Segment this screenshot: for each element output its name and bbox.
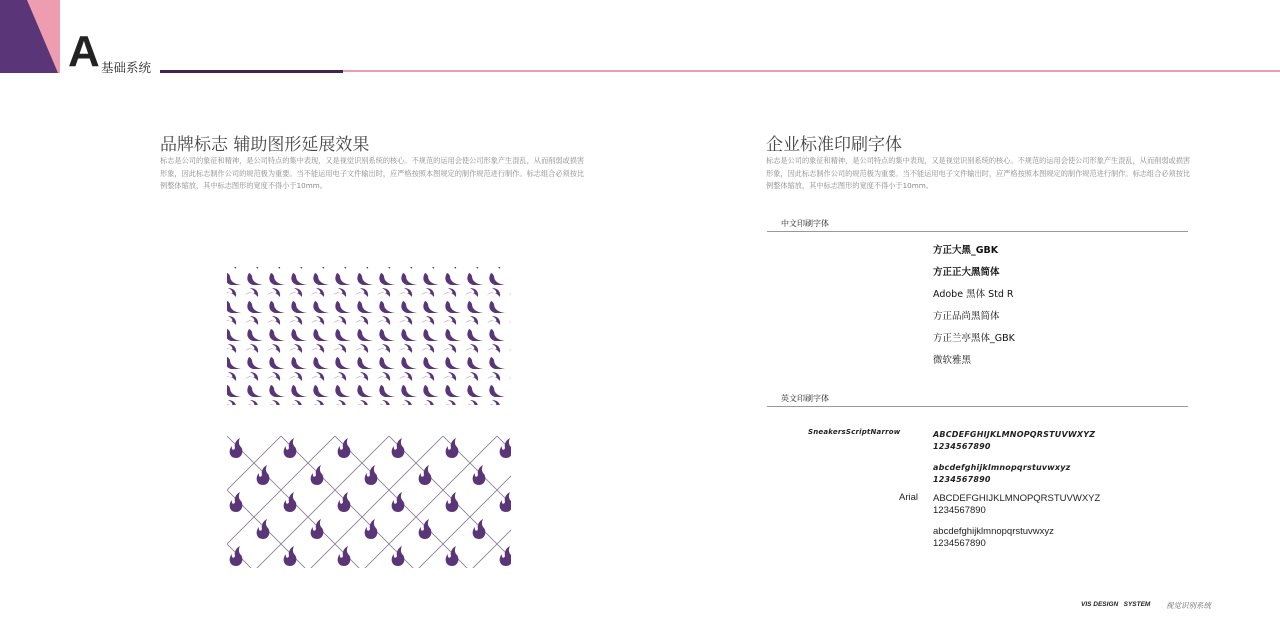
sample-digits: 1234567890 [933,442,991,451]
font-item: 方正兰亭黑体_GBK [933,333,1015,344]
font-sample [933,493,1100,550]
font-item: 方正大黑_GBK [933,245,999,256]
chinese-fonts-label: 中文印刷字体 [781,219,829,228]
divider [767,231,1188,232]
sample-digits: 1234567890 [933,505,986,516]
corner-decoration [0,0,62,74]
divider [767,406,1188,407]
wave-pattern [227,267,511,405]
font-name: SneakersScriptNarrow [808,428,901,436]
sample-upper: ABCDEFGHIJKLMNOPQRSTUVWXYZ [933,493,1101,504]
footer-cn: 视觉识别系统 [1166,601,1211,610]
header-line-pink [343,70,1280,72]
flame-lattice-pattern [227,436,511,568]
left-title: 品牌标志 辅助图形延展效果 [160,135,370,155]
sample-digits: 1234567890 [933,538,986,549]
font-item: 方正品尚黑简体 [933,311,1000,322]
section-letter: A [68,27,100,76]
sample-lower: abcdefghijklmnopqrstuvwxyz [933,526,1054,537]
footer-en: VIS DESIGN SYSTEM [1081,601,1151,608]
english-fonts-label: 英文印刷字体 [781,394,829,403]
font-sample [933,429,1095,486]
header-line-dark [160,70,343,73]
right-paragraph: 标志是公司的象征和精神，是公司特点的集中表现，又是视觉识别系统的核心。不规范的运用会使公司形象产生混乱，从而削弱或损害形象，因此标志制作公司的规范极为重要。当不能运用电子文件输出时，应严格按照本图规定的制作规范进行制作。标志组合必须按比例整体缩放，其中标志图形的宽度不得小于10mm。 [766,156,1191,190]
sample-lower: abcdefghijklmnopqrstuvwxyz [933,463,1071,472]
font-name: Arial [899,492,919,503]
chinese-font-list [933,240,1015,372]
right-title: 企业标准印刷字体 [766,135,902,155]
font-item: 微软雅黑 [933,355,972,366]
font-item: 方正正大黑简体 [933,267,1000,278]
section-title: 基础系统 [101,60,152,75]
left-paragraph: 标志是公司的象征和精神，是公司特点的集中表现，又是视觉识别系统的核心。不规范的运用会使公司形象产生混乱，从而削弱或损害形象，因此标志制作公司的规范极为重要。当不能运用电子文件输出时，应严格按照本图规定的制作规范进行制作。标志组合必须按比例整体缩放，其中标志图形的宽度不得小于10mm。 [160,156,585,190]
sample-digits: 1234567890 [933,475,991,484]
font-item: Adobe 黑体 Std R [933,289,1014,300]
sample-upper: ABCDEFGHIJKLMNOPQRSTUVWXYZ [933,430,1096,439]
